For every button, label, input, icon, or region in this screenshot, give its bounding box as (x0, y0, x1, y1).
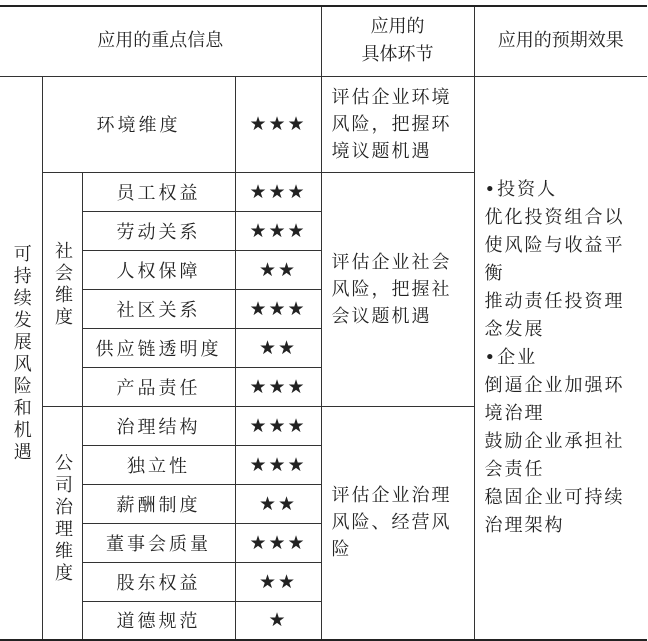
item-name: 产品责任 (82, 367, 235, 406)
governance-category-cell (42, 406, 82, 640)
item-stars: ★★ (235, 484, 321, 523)
environment-link: 评估企业环境风险，把握环境议题机遇 (321, 76, 474, 172)
item-stars: ★★★ (235, 367, 321, 406)
item-stars: ★★★ (235, 289, 321, 328)
item-stars: ★★★ (235, 211, 321, 250)
effect-line: 境治理 (484, 402, 545, 424)
item-stars: ★★★ (235, 523, 321, 562)
social-category-label: 社会维度 (52, 241, 73, 329)
item-name: 员工权益 (82, 172, 235, 211)
item-name: 供应链透明度 (82, 328, 235, 367)
item-stars: ★★ (235, 328, 321, 367)
header-effect: 应用的预期效果 (474, 6, 647, 76)
item-stars: ★ (235, 601, 321, 640)
effect-line: •企业 (484, 346, 538, 368)
environment-label: 环境维度 (42, 76, 235, 172)
header-link-line1: 应用的 (370, 16, 425, 38)
governance-link: 评估企业治理风险、经营风险 (321, 406, 474, 640)
main-category-cell (0, 76, 42, 640)
item-name: 劳动关系 (82, 211, 235, 250)
item-name: 股东权益 (82, 562, 235, 601)
effect-line: 会责任 (484, 458, 545, 480)
environment-stars: ★★★ (235, 76, 321, 172)
header-row (0, 6, 647, 76)
item-name: 董事会质量 (82, 523, 235, 562)
header-link (321, 6, 474, 76)
effect-line: 稳固企业可持续 (484, 486, 625, 508)
esg-application-table (0, 5, 647, 641)
effect-line: 衡 (484, 262, 505, 284)
effect-line: 使风险与收益平 (484, 234, 625, 256)
effect-line: 治理架构 (484, 514, 565, 536)
item-stars: ★★ (235, 562, 321, 601)
effect-line: 推动责任投资理 (484, 290, 625, 312)
environment-row (0, 76, 647, 172)
governance-category-label: 公司治理维度 (52, 452, 73, 585)
item-stars: ★★★ (235, 406, 321, 445)
item-stars: ★★★ (235, 445, 321, 484)
item-stars: ★★ (235, 250, 321, 289)
item-name: 独立性 (82, 445, 235, 484)
effect-line: 倒逼企业加强环 (484, 374, 625, 396)
item-stars: ★★★ (235, 172, 321, 211)
header-info: 应用的重点信息 (0, 6, 321, 76)
item-name: 治理结构 (82, 406, 235, 445)
social-link: 评估企业社会风险，把握社会议题机遇 (321, 172, 474, 406)
item-name: 社区关系 (82, 289, 235, 328)
effect-line: 念发展 (484, 318, 545, 340)
item-name: 道德规范 (82, 601, 235, 640)
effect-line: 优化投资组合以 (484, 206, 625, 228)
main-category-label: 可持续发展风险和机遇 (10, 243, 32, 464)
item-name: 人权保障 (82, 250, 235, 289)
header-link-line2: 具体环节 (361, 44, 434, 66)
item-name: 薪酬制度 (82, 484, 235, 523)
effect-line: •投资人 (484, 178, 558, 200)
social-category-cell (42, 172, 82, 406)
effects-cell (474, 76, 647, 640)
effect-line: 鼓励企业承担社 (484, 430, 625, 452)
